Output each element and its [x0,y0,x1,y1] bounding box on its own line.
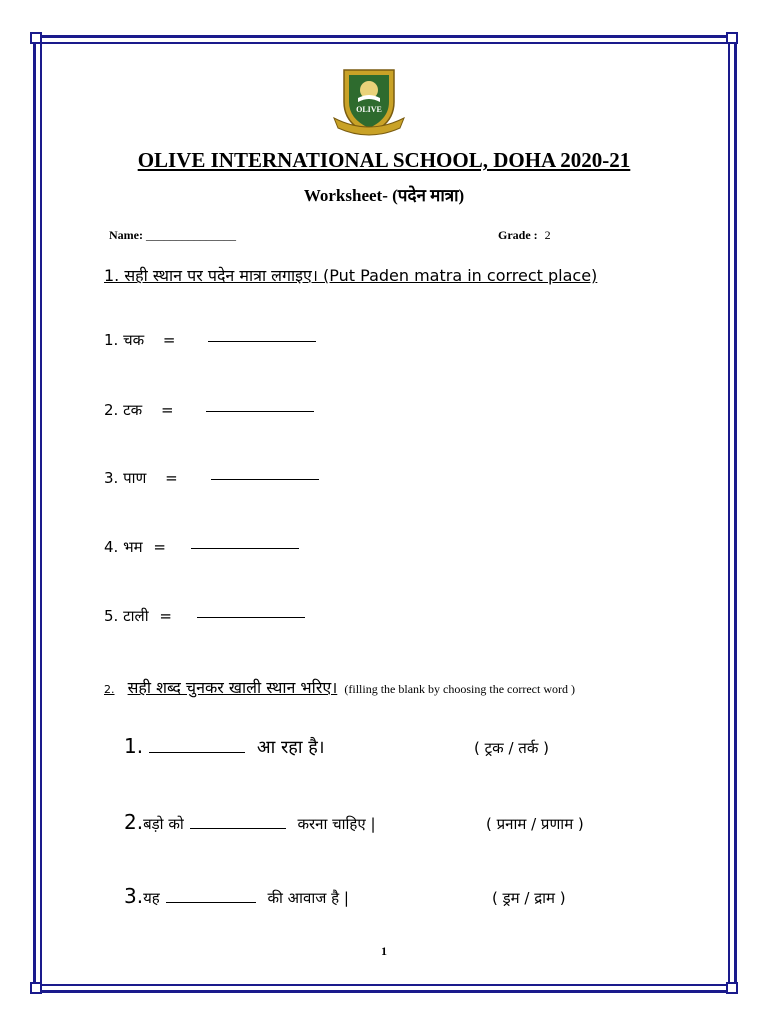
grade-value: 2 [544,228,551,242]
answer-blank [197,616,305,618]
section2-item: 1. आ रहा है। [124,734,325,758]
page-number: 1 [381,944,387,958]
word-options: ( ड्रम / द्राम ) [492,889,566,907]
answer-blank [208,340,316,342]
name-label: Name: [109,228,143,242]
border-corner-bottom-right [726,982,738,994]
school-title: OLIVE INTERNATIONAL SCHOOL, DOHA 2020-21 [137,148,631,172]
section1-item: 3. पाण = [104,468,319,488]
grade-label: Grade : [498,228,538,242]
section1-heading: 1. सही स्थान पर पदेन मात्रा लगाइए। (Put Paden matra in correct place) [104,266,598,285]
section1-item: 5. टाली = [104,606,305,626]
answer-blank [149,751,245,753]
section1-item: 2. टक = [104,400,314,420]
name-field [109,228,236,243]
word-options: ( प्रनाम / प्रणाम ) [486,815,584,833]
answer-blank [190,827,286,829]
section1-item: 1. चक = [104,330,316,350]
logo-text: OLIVE [356,105,382,114]
answer-blank [166,901,256,903]
school-logo [330,62,408,140]
worksheet-title: Worksheet- (पदेन मात्रा) [303,186,465,205]
word-options: ( ट्रक / तर्क ) [474,739,549,757]
answer-blank [211,478,319,480]
section2-item: 3.यह की आवाज है | [124,884,349,908]
section2-heading: 2. सही शब्द चुनकर खाली स्थान भरिए। (filling the blank by choosing the correct word ) [104,678,575,697]
border-corner-bottom-left [30,982,42,994]
name-blank: _______________ [145,228,236,242]
border-corner-top-left [30,32,42,44]
grade-field [498,228,551,243]
section1-item: 4. भम = [104,537,299,557]
answer-blank [206,410,314,412]
section2-item: 2.बड़ो को करना चाहिए | [124,810,376,834]
border-corner-top-right [726,32,738,44]
answer-blank [191,547,299,549]
